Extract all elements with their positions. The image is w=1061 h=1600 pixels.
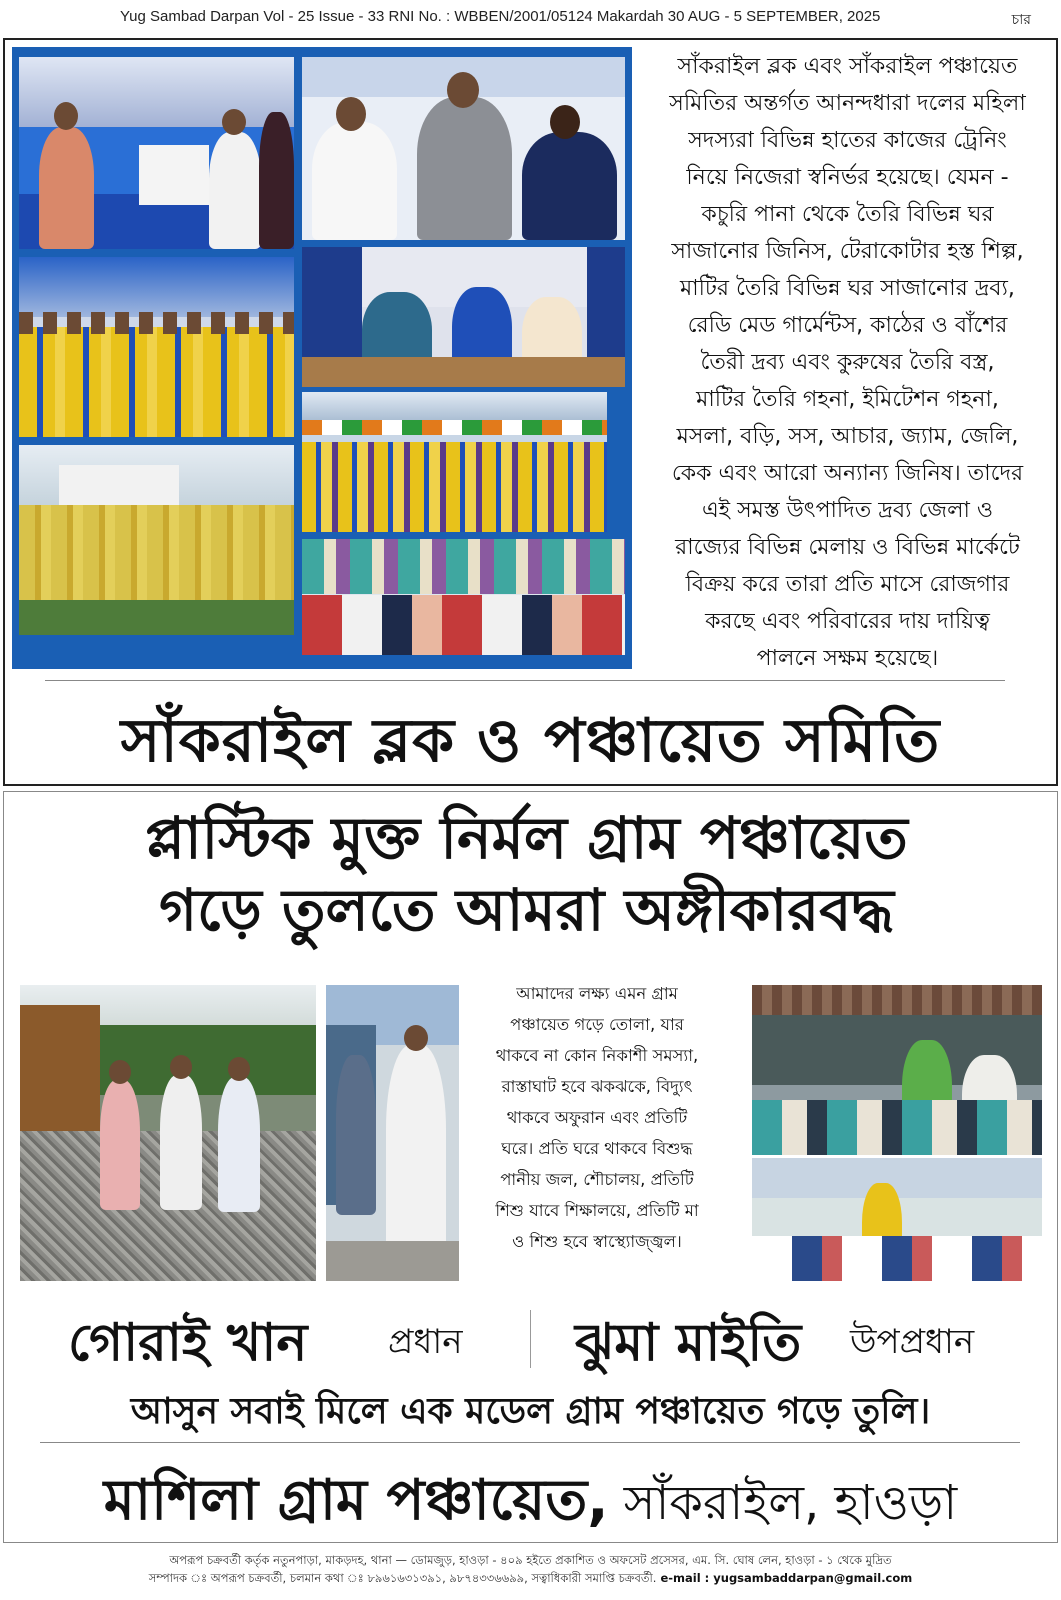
photo-collage xyxy=(12,47,632,669)
body-line: নিয়ে নিজেরা স্বনির্ভর হয়েছে। যেমন - xyxy=(686,165,1009,190)
body-line: পঞ্চায়েত গড়ে তোলা, যার xyxy=(510,1015,684,1034)
section2-divider xyxy=(40,1442,1020,1443)
body-line: রাস্তাঘাট হবে ঝকঝকে, বিদ্যুৎ xyxy=(501,1077,693,1096)
photo-group-outdoors xyxy=(19,445,294,635)
body-line: সদস্যরা বিভিন্ন হাতের কাজের ট্রেনিং xyxy=(688,128,1007,153)
section1-title: সাঁকরাইল ব্লক ও পঞ্চায়েত সমিতি xyxy=(120,706,941,776)
body-line: সমিতির অন্তর্গত আনন্দধারা দলের মহিলা xyxy=(669,91,1026,116)
body-line: থাকবে অফুরান এবং প্রতিটি xyxy=(506,1108,688,1127)
body-line: ও শিশু হবে স্বাস্থ্যোজ্জ্বল। xyxy=(512,1232,682,1251)
upapradhan-role: উপপ্রধান xyxy=(850,1322,975,1362)
panchayat-footer-title xyxy=(0,1457,1061,1551)
photo-group-with-sashes xyxy=(302,392,607,532)
imprint-contacts: সম্পাদক ঃ অপরূপ চক্রবর্তী, চলমান কথা ঃ ৮৯৬১৬৩১৩৯১, ৯৮৭৪৩৩৬৬৯৯, সত্বাধিকারী সমাপ্তি চক্রবর্তী. xyxy=(148,1571,657,1585)
imprint-editor xyxy=(0,1569,1061,1587)
body-line: এই সমস্ত উৎপাদিত দ্রব্য জেলা ও xyxy=(701,498,994,523)
imprint-publisher: অপরূপ চক্রবর্তী কর্তৃক নতুনপাড়া, মাকড়দহ, থানা — ডোমজুড়, হাওড়া - ৪০৯ হইতে প্রকাশিত ও অফসেট প্রসেসর, এম. সি. ঘোষ লেন, হাওড়া - ১ থেকে মুদ্রিত xyxy=(169,1553,892,1567)
body-line: শিশু যাবে শিক্ষালয়ে, প্রতিটি মা xyxy=(495,1201,699,1220)
pradhan-name: গোরাই খান xyxy=(68,1313,308,1373)
body-line: রেডি মেড গার্মেন্টস, কাঠের ও বাঁশের xyxy=(687,313,1008,338)
body-line: সাঁকরাইল ব্লক এবং সাঁকরাইল পঞ্চায়েত xyxy=(677,54,1018,79)
panchayat-name: মাশিলা গ্রাম পঞ্চায়েত, xyxy=(103,1468,609,1533)
slogan: আসুন সবাই মিলে এক মডেল গ্রাম পঞ্চায়েত গড়ে তুলি। xyxy=(130,1391,931,1432)
section1-body xyxy=(645,48,1050,677)
headline-line2: গড়ে তুলতে আমরা অঙ্গীকারবদ্ধ xyxy=(159,876,894,944)
photo-group-yellow-sarees xyxy=(19,257,294,437)
photo-stall-visit xyxy=(19,57,294,249)
headline-line1: প্লাস্টিক মুক্ত নির্মল গ্রাম পঞ্চায়েত xyxy=(145,804,908,872)
photo-inspection xyxy=(302,57,625,240)
section2-body xyxy=(462,978,732,1257)
photo-road-inspection xyxy=(20,985,316,1281)
body-line: ঘরে। প্রতি ঘরে থাকবে বিশুদ্ধ xyxy=(501,1139,693,1158)
officials-divider xyxy=(530,1310,531,1368)
page-header xyxy=(0,0,1061,36)
photo-health-camp xyxy=(752,1158,1042,1281)
body-line: করছে এবং পরিবারের দায় দায়িত্ব xyxy=(705,609,990,634)
body-line: বিক্রয় করে তারা প্রতি মাসে রোজগার xyxy=(685,572,1010,597)
body-line: পানীয় জল, শৌচালয়, প্রতিটি xyxy=(500,1170,694,1189)
body-line: তৈরী দ্রব্য এবং কুরুষের তৈরি বস্ত্র, xyxy=(700,350,995,375)
body-line: পালনে সক্ষম হয়েছে। xyxy=(756,646,939,671)
photo-village-meeting xyxy=(752,985,1042,1155)
officials-row xyxy=(0,1302,1061,1372)
body-line: সাজানোর জিনিস, টেরাকোটার হস্ত শিল্প, xyxy=(671,239,1024,264)
pradhan-role: প্রধান xyxy=(388,1322,463,1362)
panchayat-location: সাঁকরাইল, হাওড়া xyxy=(608,1475,958,1531)
photo-meeting-table xyxy=(302,539,625,655)
body-line: কেক এবং আরো অন্যান্য জিনিষ। তাদের xyxy=(671,461,1024,486)
print-line xyxy=(0,1551,1061,1587)
imprint-email: e-mail : yugsambaddarpan@gmail.com xyxy=(656,1571,913,1585)
photo-exhibition-stall xyxy=(302,247,625,387)
body-line: রাজ্যের বিভিন্ন মেলায় ও বিভিন্ন মার্কেটে xyxy=(675,535,1020,560)
body-line: কচুরি পানা থেকে তৈরি বিভিন্ন ঘর xyxy=(701,202,994,227)
body-line: আমাদের লক্ষ্য এমন গ্রাম xyxy=(516,984,678,1003)
body-line: মাটির তৈরি গহনা, ইমিটেশন গহনা, xyxy=(696,387,999,412)
masthead: Yug Sambad Darpan Vol - 25 Issue - 33 RNI No. : WBBEN/2001/05124 Makardah 30 AUG - 5 SEPTEMBER, 2025 xyxy=(120,8,881,25)
page-number: চার xyxy=(1011,11,1031,27)
body-line: থাকবে না কোন নিকাশী সমস্যা, xyxy=(495,1046,699,1065)
section1-divider xyxy=(45,680,1005,681)
body-line: মসলা, বড়ি, সস, আচার, জ্যাম, জেলি, xyxy=(676,424,1019,449)
body-line: মাটির তৈরি বিভিন্ন ঘর সাজানোর দ্রব্য, xyxy=(680,276,1015,301)
photo-shop-visit xyxy=(326,985,459,1281)
upapradhan-name: ঝুমা মাইতি xyxy=(575,1313,802,1373)
sankrail-block-section xyxy=(3,38,1058,786)
